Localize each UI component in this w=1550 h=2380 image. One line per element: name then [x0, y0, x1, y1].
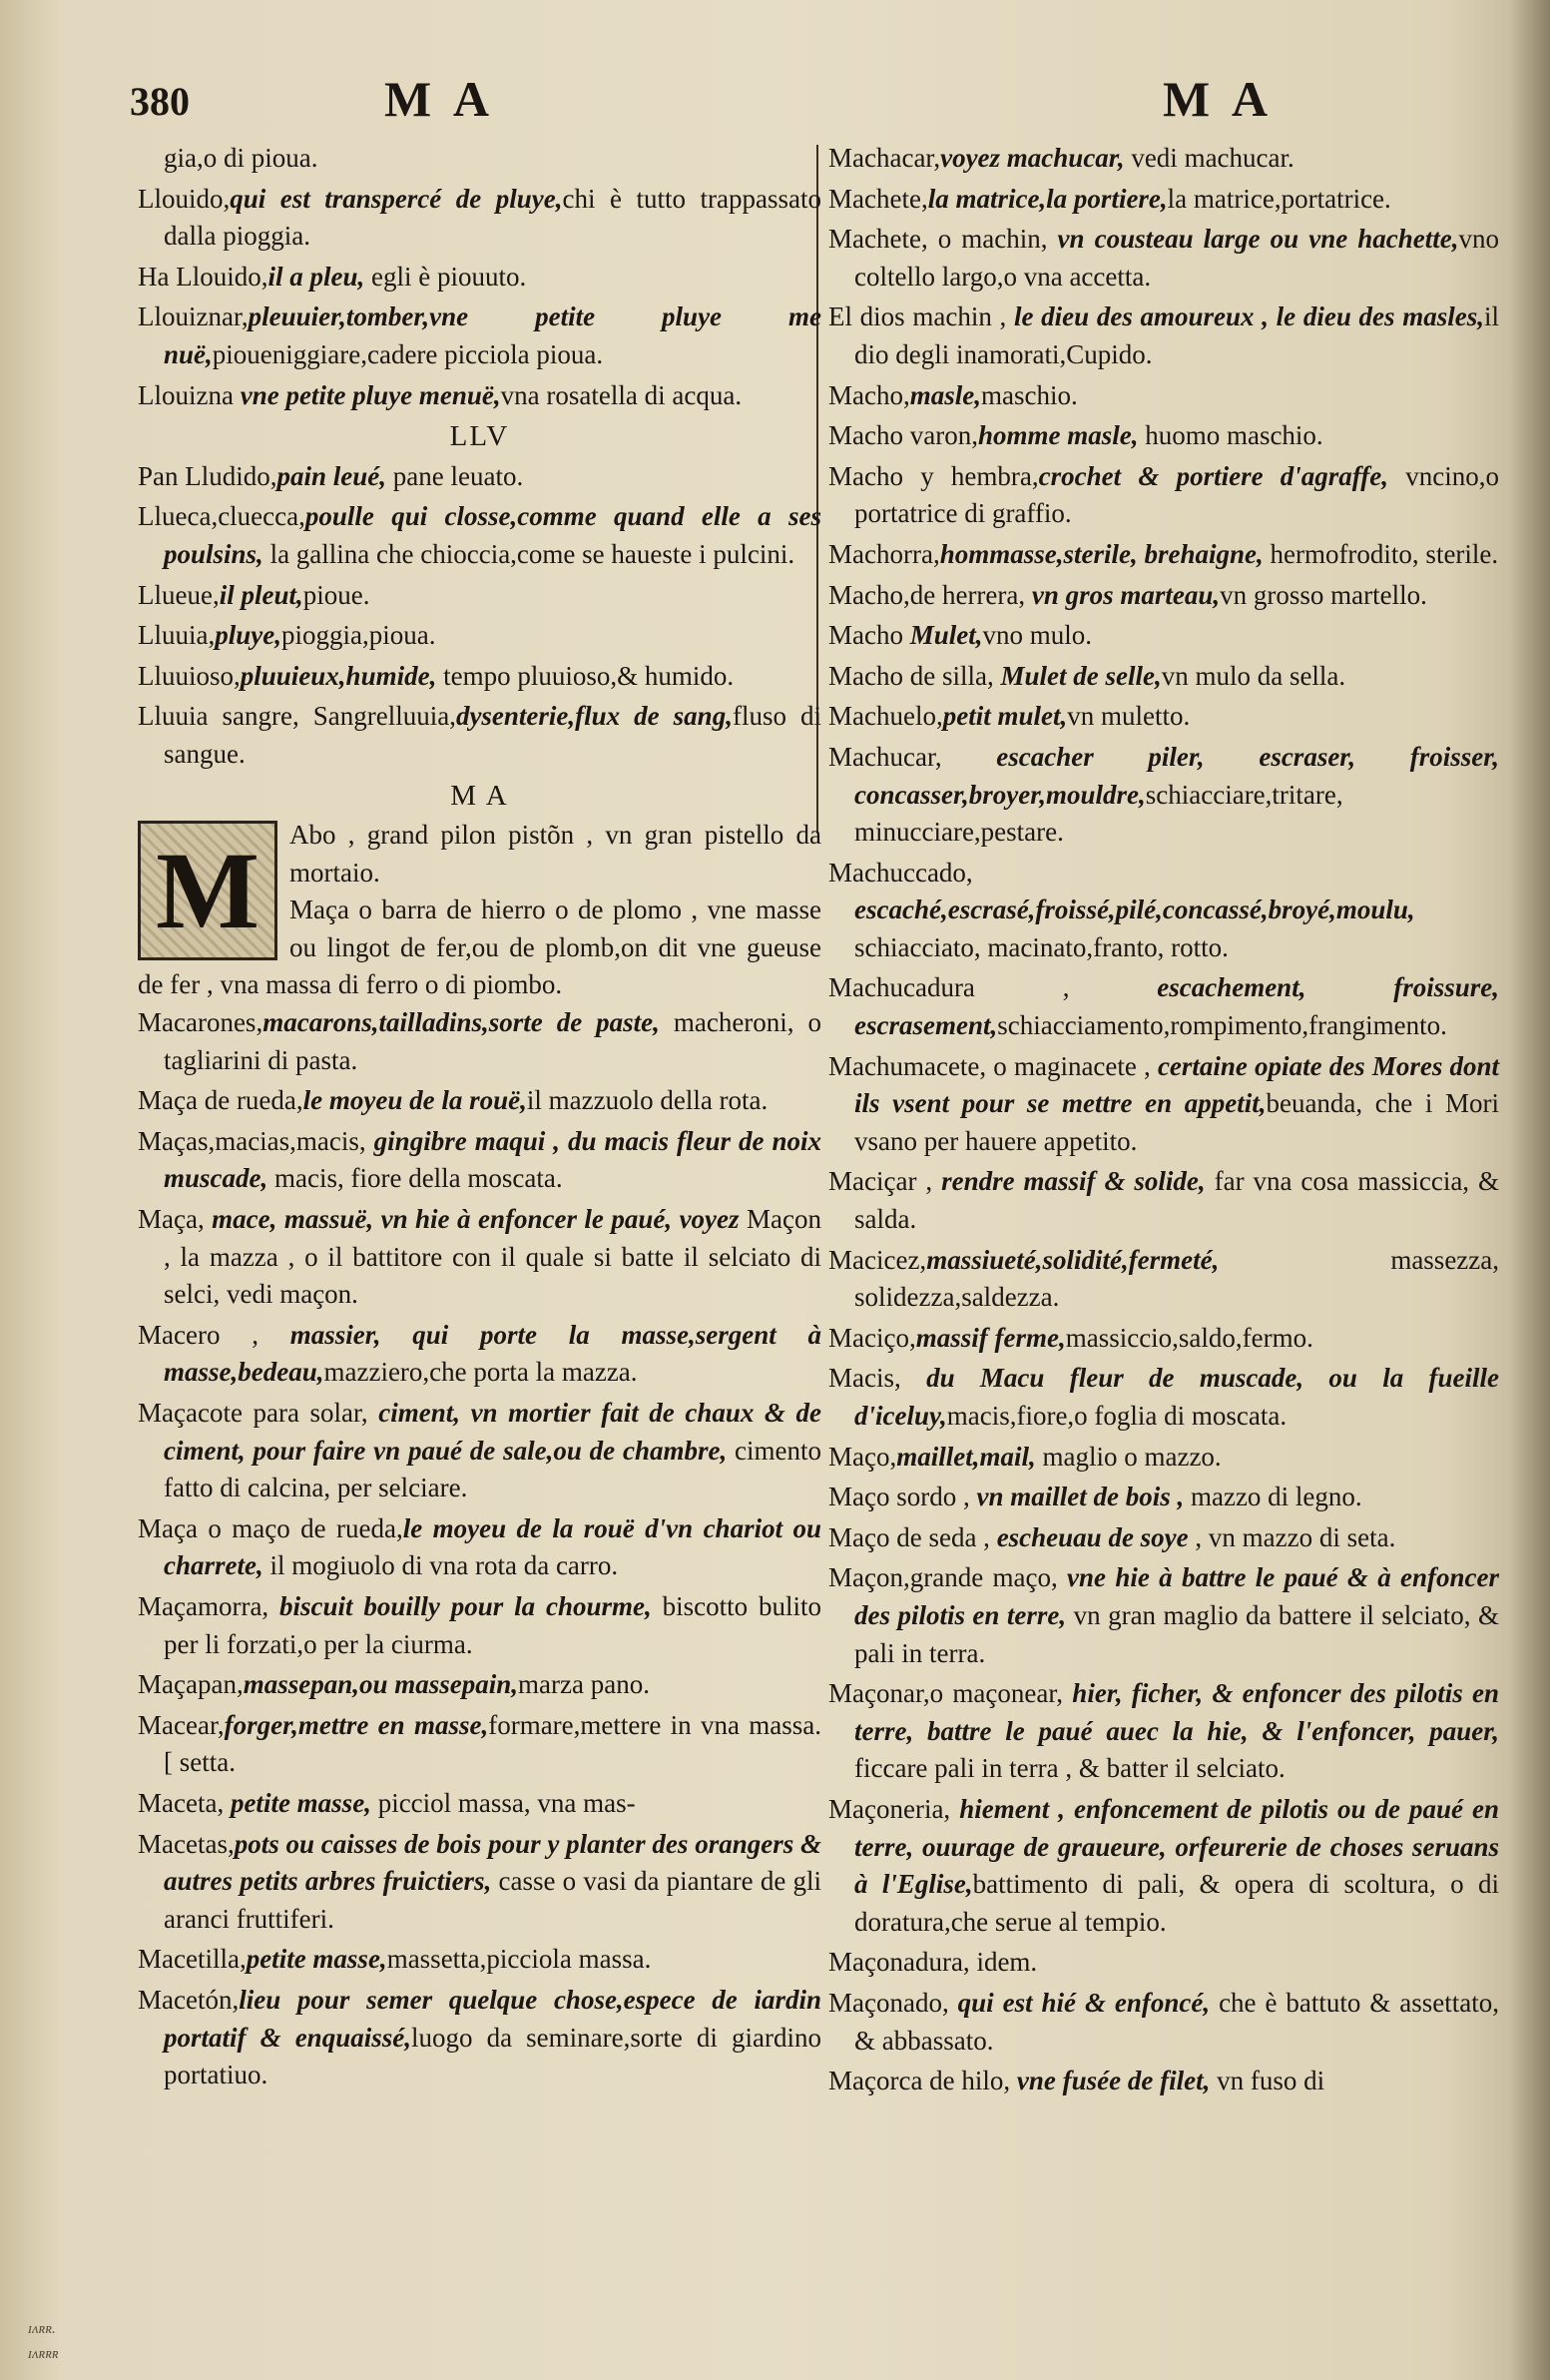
- spanish-headword: Machorra,: [828, 538, 940, 569]
- italian-gloss: far vna cosa massiccia, & salda.: [854, 1166, 1499, 1235]
- dictionary-entry: [138, 617, 821, 655]
- italian-gloss: vn fuso di: [1210, 2066, 1325, 2096]
- page-header: [0, 70, 1550, 140]
- italian-gloss: Maçon , la mazza , o il battitore con il quale si batte il selciato di selci, vedi maçon.: [164, 1204, 821, 1310]
- dictionary-entry: [828, 1360, 1499, 1435]
- spanish-headword: Maçon,grande maço,: [828, 1562, 1068, 1593]
- french-gloss: vn cousteau large ou vne hachette,: [1057, 224, 1459, 255]
- french-gloss: pluuieux,humide,: [240, 660, 437, 691]
- dictionary-entry: [828, 458, 1499, 533]
- spanish-headword: El dios machin ,: [828, 301, 1014, 332]
- french-gloss: du Macu fleur de muscade, ou la fueille d'iceluy,: [854, 1363, 1500, 1431]
- french-gloss: vne masse ou lingot de fer,ou de plomb,on dit vne gueuse de fer: [138, 894, 821, 1000]
- dictionary-entry: [138, 298, 821, 373]
- spanish-headword: Maçoneria,: [828, 1793, 960, 1824]
- french-gloss: la matrice,la portiere,: [927, 183, 1168, 214]
- spanish-headword: Maça de rueda,: [138, 1085, 303, 1116]
- italian-gloss: cimento fatto di calcina, per selciare.: [164, 1435, 821, 1503]
- italian-gloss: massiccio,saldo,fermo.: [1065, 1322, 1313, 1353]
- spanish-headword: Machuelo,: [828, 701, 943, 732]
- spanish-headword: Maçacote para solar,: [138, 1398, 379, 1428]
- dictionary-entry: [138, 1082, 821, 1120]
- dictionary-entry: [828, 140, 1499, 178]
- italian-gloss: picciol massa, vna mas-: [370, 1787, 636, 1818]
- spanish-headword: Llouido,: [138, 183, 231, 214]
- italian-gloss: marza pano.: [518, 1669, 650, 1700]
- italian-gloss: , vna massa di ferro o di piombo.: [200, 969, 563, 1000]
- italian-gloss: la matrice,portatrice.: [1167, 183, 1391, 214]
- italian-gloss: vncino,o portatrice di graffio.: [854, 460, 1499, 529]
- italian-gloss: chi è tutto trappassato dalla pioggia.: [164, 183, 821, 252]
- french-gloss: ciment, vn mortier fait de chaux & de ciment, pour faire vn paué de sale,ou de chambre,: [164, 1398, 821, 1466]
- italian-gloss: la gallina che chioccia,come se haueste i pulcini.: [262, 538, 795, 569]
- dictionary-entry: [828, 617, 1499, 655]
- italian-gloss: idem.: [976, 1947, 1038, 1978]
- dictionary-entry: [828, 536, 1499, 574]
- spanish-headword: Machucar,: [828, 741, 997, 772]
- spanish-headword: Macho de silla,: [828, 660, 1001, 691]
- french-gloss: qui est hié & enfoncé,: [957, 1987, 1211, 2018]
- italian-gloss: ficcare pali in terra , & batter il selciato.: [854, 1753, 1286, 1784]
- italian-gloss: schiacciamento,rompimento,frangimento.: [997, 1010, 1447, 1041]
- italian-gloss: tempo pluuioso,& humido.: [436, 660, 735, 691]
- spanish-headword: Maço,: [828, 1441, 897, 1472]
- italian-gloss: il mogiuolo di vna rota da carro.: [262, 1550, 619, 1581]
- spanish-headword: Lluuioso,: [138, 660, 241, 691]
- section-heading: LLV: [449, 420, 510, 453]
- dictionary-entry: [138, 1826, 821, 1939]
- dictionary-entry: [138, 1666, 821, 1704]
- french-gloss: massepan,ou massepain,: [243, 1669, 519, 1700]
- italian-gloss: , vn gran pistello da mortaio.: [289, 820, 821, 888]
- spanish-headword: Lluuia,: [138, 620, 216, 651]
- dictionary-entry: [138, 1707, 821, 1782]
- dictionary-entry: [138, 658, 821, 696]
- french-gloss: vne hie à battre le paué & à enfoncer des pilotis en terre,: [854, 1562, 1500, 1630]
- spanish-headword: Macis,: [828, 1363, 927, 1394]
- french-gloss: grand pilon pistõn: [366, 820, 575, 851]
- spanish-headword: Maço sordo ,: [828, 1482, 977, 1512]
- french-gloss: massier, qui porte la masse,sergent à masse,bedeau,: [164, 1319, 822, 1388]
- spanish-headword: Macho y hembra,: [828, 460, 1039, 491]
- french-gloss: vne fusée de filet,: [1016, 2066, 1211, 2096]
- italian-gloss: macheroni, o tagliarini di pasta.: [164, 1007, 821, 1075]
- spanish-headword: Lluuia sangre, Sangrelluuia,: [138, 701, 456, 732]
- italian-gloss: vno coltello largo,o vna accetta.: [854, 224, 1499, 292]
- dictionary-entry: [138, 1941, 821, 1979]
- italian-gloss: huomo maschio.: [1138, 420, 1323, 451]
- spanish-headword: Macear,: [138, 1709, 225, 1740]
- right-column: [828, 140, 1499, 2103]
- italian-gloss: luogo da seminare,sorte di giardino portatiuo.: [164, 2022, 821, 2090]
- ornamental-initial: M: [138, 821, 277, 960]
- french-gloss: hiement , enfoncement de pilotis ou de paué en terre, ouurage de graueure, orfeurerie de choses seruans à l'Eglise,: [854, 1793, 1500, 1900]
- left-column: [138, 140, 821, 2097]
- french-gloss: gingibre maqui , du macis fleur de noix muscade,: [164, 1125, 822, 1194]
- french-gloss: pots ou caisses de bois pour y planter des orangers & autres petits arbres fruictiers,: [164, 1828, 821, 1897]
- french-gloss: massif ferme,: [915, 1322, 1066, 1353]
- dictionary-entry: [828, 417, 1499, 455]
- italian-gloss: il mazzuolo della rota.: [526, 1085, 769, 1116]
- french-gloss: escachement, froissure, escrasement,: [854, 972, 1499, 1041]
- french-gloss: il pleut,: [219, 579, 303, 610]
- page-edge-shadow: [1510, 0, 1550, 2380]
- french-gloss: voyez machucar,: [940, 143, 1125, 173]
- italian-gloss: pioggia,pioua.: [280, 620, 436, 651]
- dictionary-entry: [138, 1395, 821, 1507]
- french-gloss: petit mulet,: [942, 701, 1068, 732]
- french-gloss: maillet,mail,: [896, 1441, 1036, 1472]
- italian-gloss: che è battuto & assettato, & abbassato.: [854, 1987, 1499, 2056]
- italian-gloss: pane leuato.: [386, 460, 524, 491]
- dictionary-entry: [828, 1479, 1499, 1516]
- spanish-headword: Machucadura ,: [828, 972, 1158, 1003]
- spanish-headword: Maçonado,: [828, 1987, 958, 2018]
- italian-gloss: vedi machucar.: [1124, 143, 1294, 173]
- french-gloss: poulle qui closse,comme quand elle a ses poulsins,: [164, 501, 821, 569]
- spanish-headword: Machuccado,: [828, 857, 973, 888]
- italian-gloss: macis, fiore della moscata.: [267, 1163, 563, 1194]
- dictionary-entry: [828, 181, 1499, 219]
- dictionary-entry: [828, 1048, 1499, 1161]
- dictionary-entry: [828, 1519, 1499, 1557]
- italian-gloss: vna rosatella di acqua.: [500, 379, 743, 410]
- dictionary-entry: [828, 577, 1499, 615]
- dictionary-entry: [828, 698, 1499, 736]
- italian-gloss: , vn mazzo di seta.: [1188, 1521, 1396, 1552]
- dictionary-entry: [138, 1785, 821, 1823]
- french-gloss: massiueté,solidité,fermeté,: [926, 1244, 1220, 1275]
- french-gloss: forger,mettre en masse,: [224, 1709, 489, 1740]
- french-gloss: qui est transpercé de pluye,: [230, 183, 563, 214]
- french-gloss: vn gros marteau,: [1031, 579, 1221, 610]
- dictionary-entry: [828, 1675, 1499, 1788]
- french-gloss: il a pleu,: [267, 261, 365, 292]
- french-gloss: Mulet de selle,: [1000, 660, 1162, 691]
- french-gloss: biscuit bouilly pour la chourme,: [279, 1590, 652, 1621]
- dictionary-entry: [828, 2063, 1499, 2100]
- spanish-headword: Maçapan,: [138, 1669, 244, 1700]
- french-gloss: pluye,: [215, 620, 281, 651]
- french-gloss: le moyeu de la rouë d'vn chariot ou charrete,: [164, 1512, 821, 1581]
- dictionary-entry: [828, 658, 1499, 696]
- italian-gloss: vn mulo da sella.: [1161, 660, 1346, 691]
- italian-gloss: vn grosso martello.: [1220, 579, 1427, 610]
- dictionary-entry: [138, 1588, 821, 1663]
- french-gloss: macarons,tailladins,sorte de paste,: [262, 1007, 660, 1038]
- french-gloss: pain leué,: [276, 460, 387, 491]
- french-gloss: dysenterie,flux de sang,: [455, 701, 733, 732]
- dictionary-entry: [138, 1201, 821, 1314]
- french-gloss: petite masse,: [246, 1944, 387, 1975]
- french-gloss: hier, ficher, & enfoncer des pilotis en terre, battre le paué auec la hie, & l'enfoncer, pauer,: [854, 1678, 1499, 1746]
- dictionary-entry: [138, 1510, 821, 1585]
- spanish-headword: Macho,de herrera,: [828, 579, 1032, 610]
- spanish-headword: Llueca,cluecca,: [138, 501, 305, 532]
- italian-gloss: mazzo di legno.: [1184, 1482, 1362, 1512]
- spanish-headword: Machumacete, o maginacete ,: [828, 1050, 1158, 1081]
- italian-gloss: schiacciare,tritare, minucciare,pestare.: [854, 779, 1343, 848]
- italian-gloss: vno mulo.: [982, 620, 1093, 651]
- page-number: 380: [130, 79, 190, 124]
- italian-gloss: biscotto bulito per li forzati,o per la ciurma.: [164, 1590, 821, 1659]
- spanish-headword: Macero ,: [138, 1319, 290, 1350]
- running-head-right: M A: [1163, 71, 1275, 127]
- french-gloss: le dieu des amoureux , le dieu des masles,: [1013, 301, 1484, 332]
- dictionary-entry: [138, 1317, 821, 1392]
- dictionary-entry: [138, 377, 821, 415]
- spanish-headword: Maceta,: [138, 1787, 231, 1818]
- spanish-headword: Maçonar,o maçonear,: [828, 1678, 1073, 1709]
- dictionary-entry: [828, 969, 1499, 1044]
- dictionary-entry: [828, 739, 1499, 852]
- spanish-headword: Maça o maço de rueda,: [138, 1512, 403, 1543]
- dictionary-entry: [138, 698, 821, 773]
- french-gloss: mace, massuë, vn hie à enfoncer le paué, voyez: [212, 1204, 740, 1235]
- spanish-headword: Macetón,: [138, 1984, 240, 2015]
- dictionary-entry: [828, 1985, 1499, 2060]
- french-gloss: hommasse,sterile, brehaigne,: [939, 538, 1264, 569]
- margin-note: ɪʌʀʀʀ: [28, 2346, 59, 2362]
- spanish-headword: Llueue,: [138, 579, 220, 610]
- dictionary-entry: [138, 498, 821, 573]
- dictionary-entry: [138, 577, 821, 615]
- spanish-headword: Macho,: [828, 379, 910, 410]
- spanish-headword: Macetas,: [138, 1828, 235, 1859]
- italian-gloss: formare,mettere in vna massa. [ setta.: [164, 1709, 822, 1778]
- spanish-headword: Maça,: [138, 1204, 213, 1235]
- french-gloss: pleuuier,tomber,vne petite pluye me nuë,: [164, 301, 821, 369]
- italian-gloss: hermofrodito, sterile.: [1263, 538, 1499, 569]
- french-gloss: petite masse,: [230, 1787, 371, 1818]
- italian-gloss: mazziero,che porta la mazza.: [323, 1357, 638, 1388]
- italian-gloss: massetta,picciola massa.: [386, 1944, 652, 1975]
- italian-gloss: battimento di pali, & opera di scoltura, o di doratura,che serue al tempio.: [854, 1869, 1499, 1937]
- dictionary-entry: [138, 458, 821, 496]
- running-head-left: M A: [384, 71, 496, 127]
- italian-gloss: macis,fiore,o foglia di moscata.: [946, 1401, 1288, 1431]
- italian-gloss: beuanda, che i Mori vsano per hauere appetito.: [854, 1088, 1499, 1156]
- spanish-headword: Maço de seda ,: [828, 1521, 997, 1552]
- spanish-headword: Macho varon,: [828, 420, 978, 451]
- spanish-headword: Maça o barra de hierro o de plomo ,: [289, 894, 708, 925]
- dictionary-entry: [828, 298, 1499, 373]
- italian-gloss: maschio.: [980, 379, 1078, 410]
- italian-gloss: pioue.: [302, 579, 370, 610]
- spanish-headword: Macarones,: [138, 1007, 263, 1038]
- italian-gloss: massezza, solidezza,saldezza.: [854, 1244, 1499, 1313]
- dictionary-entry: [138, 1982, 821, 2094]
- dictionary-entry: [828, 1944, 1499, 1982]
- spanish-headword: Ha Llouido,: [138, 261, 268, 292]
- french-gloss: le moyeu de la rouë,: [302, 1085, 527, 1116]
- spanish-headword: Llouiznar,: [138, 301, 249, 332]
- spanish-headword: Abo ,: [289, 820, 367, 851]
- french-gloss: crochet & portiere d'agraffe,: [1038, 460, 1389, 491]
- spanish-headword: Machacar,: [828, 143, 941, 173]
- dictionary-entry: [138, 1004, 821, 1079]
- french-gloss: certaine opiate des Mores dont ils vsent pour se mettre en appetit,: [854, 1050, 1500, 1119]
- spanish-headword: Maçonadura,: [828, 1947, 977, 1978]
- spanish-headword: Macicez,: [828, 1244, 927, 1275]
- spanish-headword: Maciçar ,: [828, 1166, 942, 1197]
- italian-gloss: vn gran maglio da battere il selciato, & pali in terra.: [854, 1599, 1499, 1668]
- french-gloss: vn maillet de bois ,: [976, 1482, 1185, 1512]
- spanish-headword: Macetilla,: [138, 1944, 247, 1975]
- spanish-headword: Machete,: [828, 183, 928, 214]
- dictionary-entry: [138, 1123, 821, 1198]
- drop-cap-entry: [138, 817, 821, 1004]
- french-gloss: vne petite pluye menuë,: [240, 379, 501, 410]
- spanish-headword: Maças,macias,macis,: [138, 1125, 374, 1156]
- section-heading: M A: [450, 779, 509, 812]
- french-gloss: homme masle,: [977, 420, 1139, 451]
- dictionary-entry: [828, 1163, 1499, 1238]
- french-gloss: Mulet,: [909, 620, 983, 651]
- italian-gloss: egli è piouuto.: [364, 261, 527, 292]
- italian-gloss: maglio o mazzo.: [1035, 1441, 1222, 1472]
- spanish-headword: Llouizna: [138, 379, 241, 410]
- dictionary-entry: [828, 221, 1499, 296]
- french-gloss: rendre massif & solide,: [941, 1166, 1206, 1197]
- french-gloss: escacher piler, escraser, froisser, concasser,broyer,mouldre,: [854, 741, 1500, 810]
- italian-gloss: il dio degli inamorati,Cupido.: [854, 301, 1499, 369]
- dictionary-entry: [828, 1559, 1499, 1672]
- dictionary-entry: [828, 1439, 1499, 1477]
- dictionary-entry: [828, 377, 1499, 415]
- spanish-headword: Machete, o machin,: [828, 224, 1058, 255]
- dictionary-entry: [828, 1242, 1499, 1317]
- italian-gloss: casse o vasi da piantare de gli aranci fruttiferi.: [164, 1866, 821, 1934]
- dictionary-entry: [828, 1320, 1499, 1358]
- french-gloss: lieu pour semer quelque chose,espece de iardin portatif & enquaissé,: [164, 1984, 821, 2053]
- italian-gloss: vn muletto.: [1067, 701, 1191, 732]
- spanish-headword: Maçamorra,: [138, 1590, 280, 1621]
- dictionary-entry: [138, 259, 821, 297]
- french-gloss: masle,: [909, 379, 981, 410]
- spanish-headword: Maciço,: [828, 1322, 916, 1353]
- french-gloss: escheuau de soye: [996, 1521, 1189, 1552]
- margin-note: ɪʌʀʀ.: [28, 2321, 56, 2337]
- spanish-headword: Macho: [828, 620, 910, 651]
- spanish-headword: Maçorca de hilo,: [828, 2066, 1017, 2096]
- entry-continuation: gia,o di pioua.: [164, 143, 318, 173]
- french-gloss: escaché,escrasé,froissé,pilé,concassé,broyé,moulu,: [854, 894, 1415, 925]
- italian-gloss: pioueniggiare,cadere picciola pioua.: [212, 338, 604, 369]
- dictionary-entry: [828, 1791, 1499, 1941]
- spanish-headword: Pan Lludido,: [138, 460, 277, 491]
- italian-gloss: fluso di sangue.: [164, 701, 821, 769]
- dictionary-entry: [138, 181, 821, 256]
- dictionary-entry: [828, 855, 1499, 967]
- italian-gloss: schiacciato, macinato,franto, rotto.: [854, 931, 1229, 962]
